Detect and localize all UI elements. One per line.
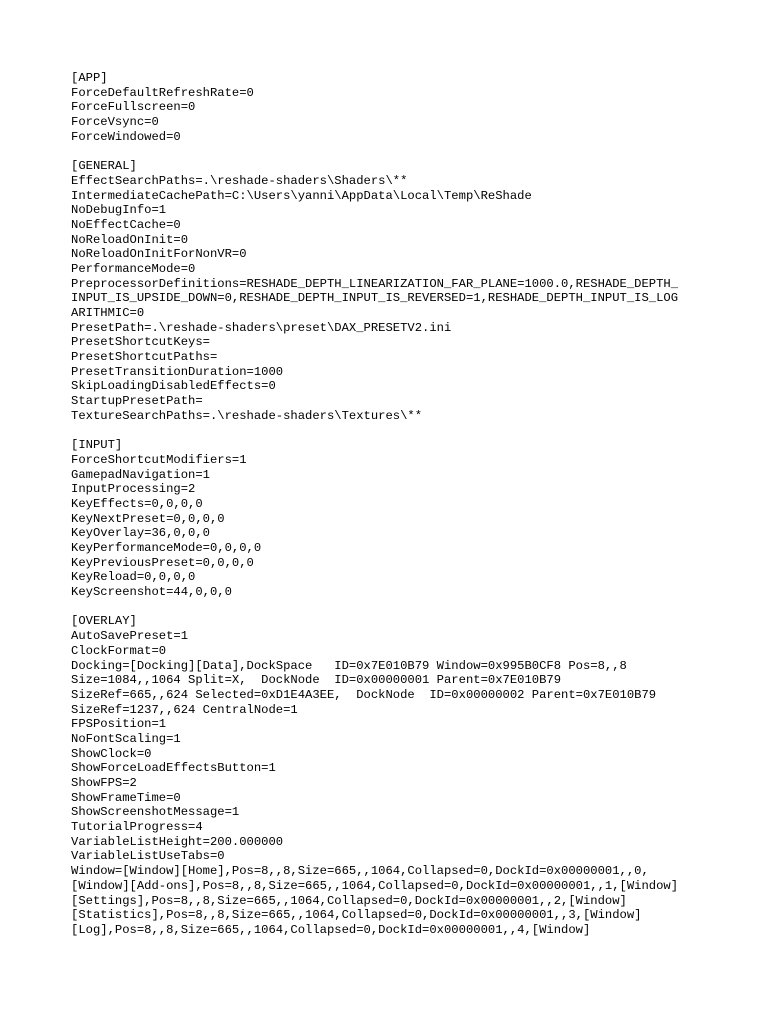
ini-line: [Settings],Pos=8,,8,Size=665,,1064,Collapsed=0,DockId=0x00000001,,2,[Window] (71, 893, 627, 908)
ini-line: InputProcessing=2 (71, 482, 196, 497)
ini-line: ShowFrameTime=0 (71, 790, 181, 805)
ini-line: PresetPath=.\reshade-shaders\preset\DAX_PRESETV2.ini (71, 320, 452, 335)
ini-line: SizeRef=1237,,624 CentralNode=1 (71, 702, 298, 717)
ini-line: KeyOverlay=36,0,0,0 (71, 526, 210, 541)
ini-line: KeyPreviousPreset=0,0,0,0 (71, 555, 254, 570)
ini-line: PreprocessorDefinitions=RESHADE_DEPTH_LINEARIZATION_FAR_PLANE=1000.0,RESHADE_DEPTH_ (71, 276, 679, 291)
ini-line: [Window][Add-ons],Pos=8,,8,Size=665,,1064,Collapsed=0,DockId=0x00000001,,1,[Window] (71, 878, 679, 893)
ini-line: [Statistics],Pos=8,,8,Size=665,,1064,Collapsed=0,DockId=0x00000001,,3,[Window] (71, 908, 642, 923)
ini-line: ForceFullscreen=0 (71, 100, 196, 115)
ini-line: PresetShortcutKeys= (71, 335, 210, 350)
ini-line: KeyEffects=0,0,0,0 (71, 496, 203, 511)
ini-line: PerformanceMode=0 (71, 261, 196, 276)
ini-line: TextureSearchPaths=.\reshade-shaders\Textures\** (71, 408, 423, 423)
ini-line: KeyReload=0,0,0,0 (71, 570, 196, 585)
ini-line: GamepadNavigation=1 (71, 467, 210, 482)
ini-line: KeyPerformanceMode=0,0,0,0 (71, 541, 262, 555)
ini-section-header: [OVERLAY] (71, 614, 137, 629)
ini-line: ShowScreenshotMessage=1 (71, 805, 240, 820)
ini-line: TutorialProgress=4 (71, 820, 203, 835)
ini-line: NoReloadOnInit=0 (71, 232, 189, 247)
ini-line: ForceVsync=0 (71, 115, 159, 130)
blank-line (71, 424, 761, 439)
ini-line: ClockFormat=0 (71, 643, 167, 658)
ini-line: VariableListUseTabs=0 (71, 849, 225, 864)
ini-line: StartupPresetPath= (71, 394, 203, 409)
ini-line: ARITHMIC=0 (71, 306, 145, 320)
ini-line: Window=[Window][Home],Pos=8,,8,Size=665,,1064,Collapsed=0,DockId=0x00000001,,0, (71, 864, 649, 879)
ini-line: Docking=[Docking][Data],DockSpace ID=0x7E010B79 Window=0x995B0CF8 Pos=8,,8 (71, 658, 627, 673)
ini-line: Size=1084,,1064 Split=X, DockNode ID=0x00000001 Parent=0x7E010B79 (71, 673, 562, 688)
ini-line: NoReloadOnInitForNonVR=0 (71, 247, 247, 262)
ini-line: VariableListHeight=200.000000 (71, 834, 284, 849)
ini-line: PresetTransitionDuration=1000 (71, 364, 284, 379)
ini-line: AutoSavePreset=1 (71, 629, 189, 644)
ini-line: SizeRef=665,,624 Selected=0xD1E4A3EE, DockNode ID=0x00000002 Parent=0x7E010B79 (71, 687, 657, 702)
ini-line: ShowClock=0 (71, 746, 152, 761)
ini-line: IntermediateCachePath=C:\Users\yanni\AppData\Local\Temp\ReShade (71, 188, 532, 203)
ini-document-text (71, 71, 761, 938)
ini-line: NoFontScaling=1 (71, 731, 181, 746)
ini-line: NoEffectCache=0 (71, 217, 181, 232)
ini-line: ShowFPS=2 (71, 776, 137, 790)
ini-section-header: [GENERAL] (71, 159, 137, 174)
ini-line: INPUT_IS_UPSIDE_DOWN=0,RESHADE_DEPTH_INPUT_IS_REVERSED=1,RESHADE_DEPTH_INPUT_IS_LOG (71, 291, 679, 306)
ini-line: ForceShortcutModifiers=1 (71, 452, 247, 467)
ini-line: NoDebugInfo=1 (71, 203, 167, 218)
ini-line: ShowForceLoadEffectsButton=1 (71, 761, 276, 776)
blank-line (71, 144, 761, 159)
blank-line (71, 600, 761, 615)
ini-line: KeyScreenshot=44,0,0,0 (71, 585, 232, 600)
ini-line: ForceWindowed=0 (71, 129, 181, 144)
ini-line: KeyNextPreset=0,0,0,0 (71, 511, 225, 526)
ini-line: FPSPosition=1 (71, 717, 167, 732)
ini-line: SkipLoadingDisabledEffects=0 (71, 379, 276, 394)
ini-line: [Log],Pos=8,,8,Size=665,,1064,Collapsed=0,DockId=0x00000001,,4,[Window] (71, 922, 591, 937)
ini-line: PresetShortcutPaths= (71, 350, 218, 365)
ini-line: ForceDefaultRefreshRate=0 (71, 85, 254, 100)
ini-section-header: [APP] (71, 71, 108, 85)
ini-line: EffectSearchPaths=.\reshade-shaders\Shaders\** (71, 173, 408, 188)
ini-section-header: [INPUT] (71, 438, 123, 453)
